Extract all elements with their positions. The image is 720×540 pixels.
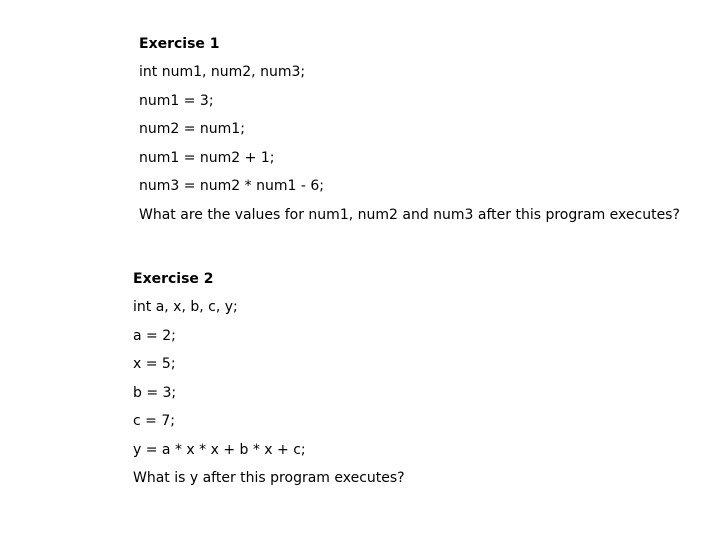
exercise-2-heading: Exercise 2 [133,271,214,287]
exercise-2-code-line: x = 5; [133,356,176,372]
exercise-1-question: What are the values for num1, num2 and num3 after this program executes? [139,206,680,223]
exercise-1-code-line: num1 = num2 + 1; [139,149,275,166]
exercise-2-code-line: c = 7; [133,413,175,429]
exercise-2-block [133,270,405,487]
exercise-1-code-line: int num1, num2, num3; [139,64,306,80]
exercise-1-code-line: num3 = num2 * num1 - 6; [139,178,324,194]
exercise-2-code-line: b = 3; [133,384,177,401]
exercise-1-heading: Exercise 1 [139,36,220,52]
exercise-2-code-line: int a, x, b, c, y; [133,299,238,315]
exercise-2-code-line: y = a * x * x + b * x + c; [133,441,306,458]
exercise-1-code-line: num1 = 3; [139,92,214,109]
exercise-2-question: What is y after this program executes? [133,470,405,486]
exercise-1-block [139,35,680,224]
exercise-1-code-line: num2 = num1; [139,121,245,137]
exercise-2-code-line: a = 2; [133,327,176,344]
